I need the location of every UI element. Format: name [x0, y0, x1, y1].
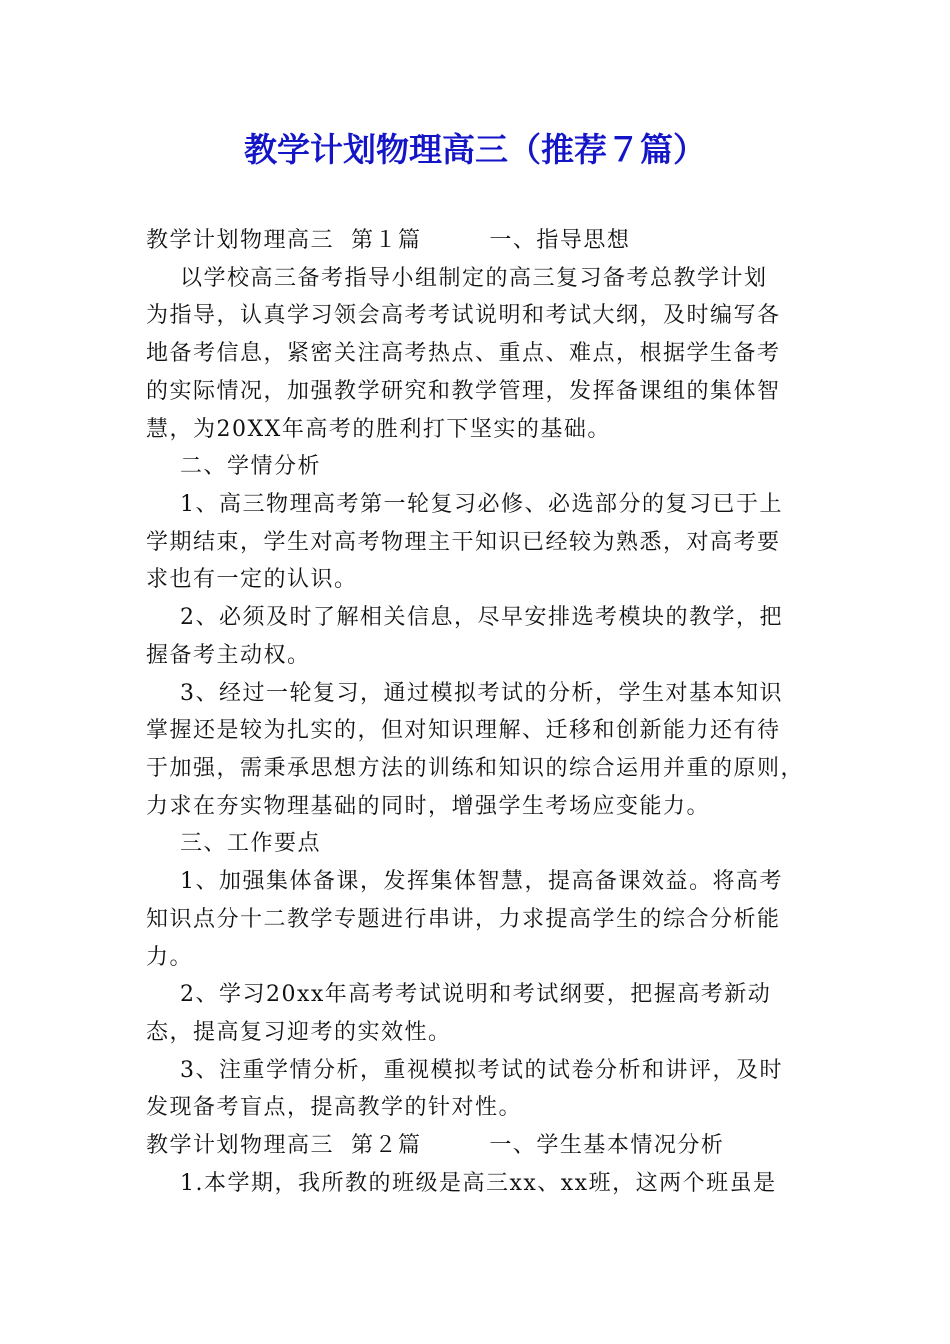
subheading: 二、学情分析 — [146, 454, 321, 479]
body-line: 的实际情况，加强教学研究和教学管理，发挥备课组的集体智 — [146, 379, 781, 404]
body-line: 学期结束，学生对高考物理主干知识已经较为熟悉，对高考要 — [146, 530, 781, 555]
body-line: 求也有一定的认识。 — [146, 567, 358, 592]
body-line: 3、经过一轮复习，通过模拟考试的分析，学生对基本知识 — [146, 681, 783, 706]
body-line: 1、高三物理高考第一轮复习必修、必选部分的复习已于上 — [146, 492, 783, 517]
body-line: 掌握还是较为扎实的，但对知识理解、迁移和创新能力还有待 — [146, 718, 781, 743]
body-line: 1、加强集体备课，发挥集体智慧，提高备课效益。将高考 — [146, 869, 783, 894]
body-line: 2、必须及时了解相关信息，尽早安排选考模块的教学，把 — [146, 605, 783, 630]
body-line: 态，提高复习迎考的实效性。 — [146, 1020, 452, 1045]
body-line: 知识点分十二教学专题进行串讲，力求提高学生的综合分析能 — [146, 907, 781, 932]
body-line: 2、学习20xx年高考考试说明和考试纲要，把握高考新动 — [146, 982, 772, 1007]
body-line: 力求在夯实物理基础的同时，增强学生考场应变能力。 — [146, 794, 711, 819]
body-line: 发现备考盲点，提高教学的针对性。 — [146, 1095, 523, 1120]
body-line: 3、注重学情分析，重视模拟考试的试卷分析和讲评，及时 — [146, 1058, 783, 1083]
body-line: 于加强，需秉承思想方法的训练和知识的综合运用并重的原则， — [146, 756, 805, 781]
document-title: 教学计划物理高三（推荐７篇） — [244, 130, 706, 169]
body-line: 力。 — [146, 945, 194, 970]
section-heading-1: 教学计划物理高三 第１篇 一、指导思想 — [146, 228, 631, 253]
subheading: 三、工作要点 — [146, 831, 321, 856]
body-line: 1.本学期，我所教的班级是高三xx、xx班，这两个班虽是 — [146, 1171, 777, 1196]
body-line: 慧，为20XX年高考的胜利打下坚实的基础。 — [146, 417, 611, 442]
body-line: 以学校高三备考指导小组制定的高三复习备考总教学计划 — [146, 266, 768, 291]
section-heading-2: 教学计划物理高三 第２篇 一、学生基本情况分析 — [146, 1133, 725, 1158]
body-line: 握备考主动权。 — [146, 643, 311, 668]
body-line: 地备考信息，紧密关注高考热点、重点、难点，根据学生备考 — [146, 341, 781, 366]
body-line: 为指导，认真学习领会高考考试说明和考试大纲，及时编写各 — [146, 303, 781, 328]
